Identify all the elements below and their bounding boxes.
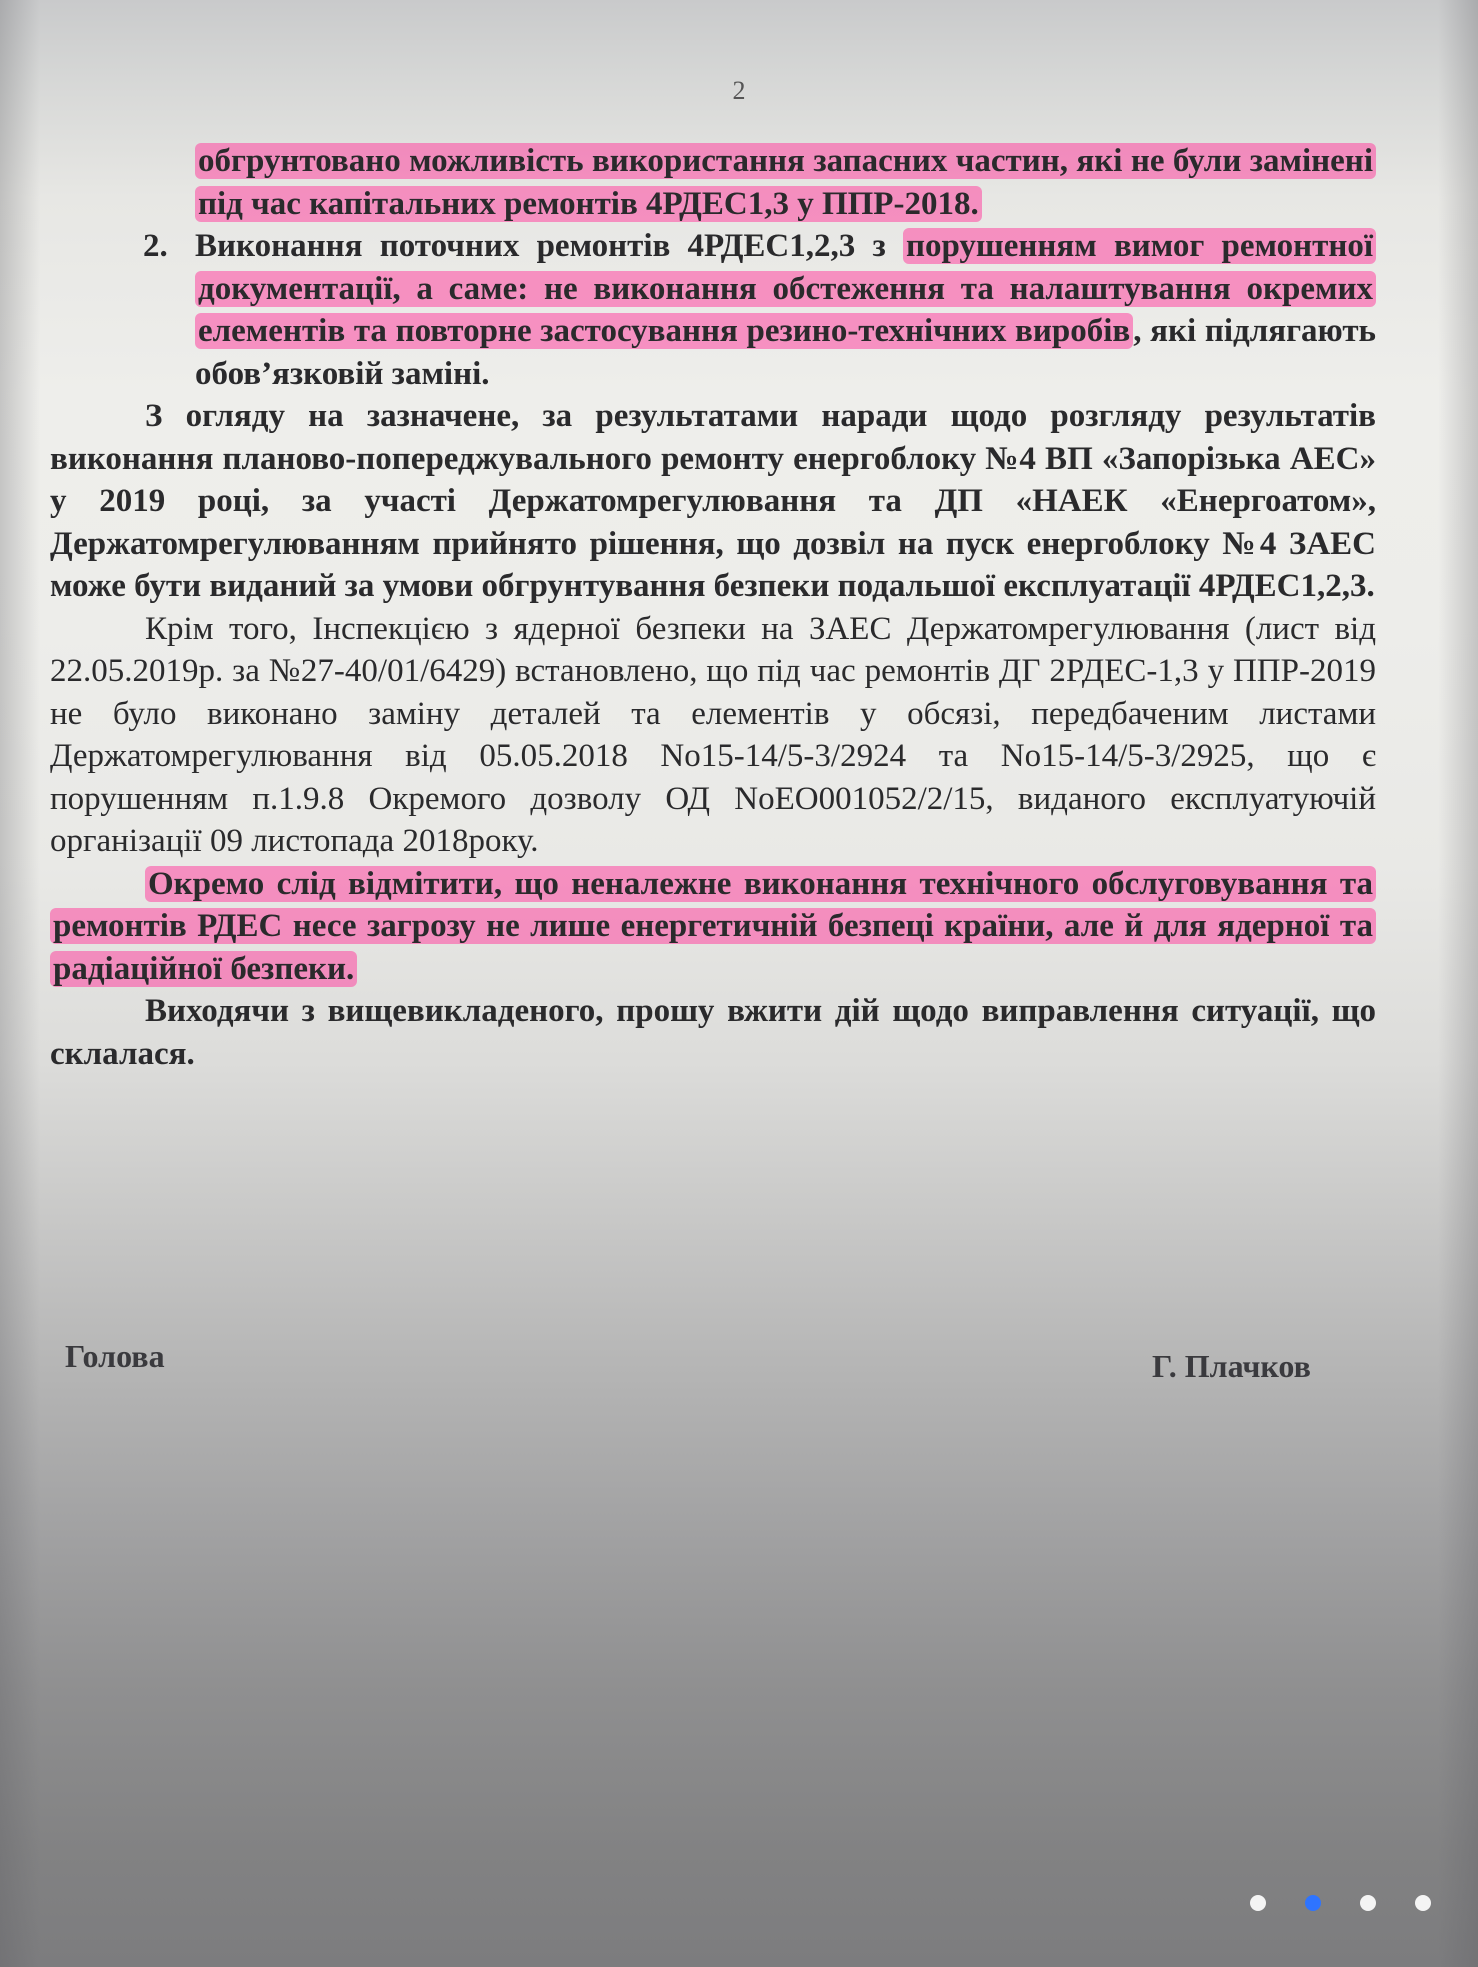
pager-dot-2[interactable]	[1305, 1895, 1321, 1911]
list-item-tail: , які підлягають обов’язковій заміні.	[195, 313, 1376, 392]
paragraph-request: Виходячи з вищевикладеного, прошу вжити дій щодо виправлення ситуації, що склалася.	[50, 993, 1376, 1072]
signatory-name: Г. Плачков	[1152, 1348, 1311, 1384]
document-body	[50, 140, 1376, 1075]
highlighted-text: порушенням вимог ремонтної документації, а саме: не виконання обстеження та налаштування окремих елементів та повторне застосування резино-технічних виробів	[195, 228, 1376, 349]
pager-dot-4[interactable]	[1415, 1895, 1431, 1911]
page-number: 2	[732, 76, 746, 105]
paragraph-inspection: Крім того, Інспекцією з ядерної безпеки на ЗАЕС Держатомрегулювання (лист від 22.05.2019р. за №27-40/01/6429) встановлено, що під час ремонтів ДГ 2РДЕС-1,3 у ППР-2019 не було виконано заміну деталей та елементів у обсязі, передбаченим листами Держатомрегулювання від 05.05.2018 No15-14/5-3/2924 та No15-14/5-3/2925, що є порушенням п.1.9.8 Окремого дозволу ОД NoEO001052/2/15, виданого експлуатуючій організації 09 листопада 2018року.	[50, 610, 1376, 859]
paragraph-risk	[50, 863, 1376, 991]
carousel-pager[interactable]	[1250, 1895, 1450, 1915]
signature-block	[0, 1338, 1478, 1388]
paragraph-decision: З огляду на зазначене, за результатами наради щодо розгляду результатів виконання планово-попереджувального ремонту енергоблоку №4 ВП «Запорізька АЕС» у 2019 році, за участі Держатомрегулювання та ДП «НАЕК «Енергоатом», Держатомрегулюванням прийнято рішення, що дозвіл на пуск енергоблоку №4 ЗАЕС може бути виданий за умови обгрунтування безпеки подальшої експлуатації 4РДЕС1,2,3.	[50, 398, 1376, 604]
pager-dot-3[interactable]	[1360, 1895, 1376, 1911]
highlighted-text: Окремо слід відмітити, що неналежне виконання технічного обслуговування та ремонтів РДЕС несе загрозу не лише енергетичній безпеці країни, але й для ядерної та радіаційної безпеки.	[50, 866, 1376, 987]
continuation-paragraph	[50, 140, 1376, 225]
signatory-title: Голова	[65, 1338, 165, 1374]
list-item-2	[50, 225, 1376, 395]
photo-edge-shadow-right	[1438, 0, 1478, 1967]
list-number: 2.	[143, 228, 168, 264]
highlighted-text: обгрунтовано можливість використання запасних частин, які не були замінені під час капітальних ремонтів 4РДЕС1,3 у ППР-2018.	[195, 143, 1376, 222]
pager-dot-1[interactable]	[1250, 1895, 1266, 1911]
list-item-text: Виконання поточних ремонтів 4РДЕС1,2,3 з	[195, 228, 903, 264]
photo-edge-shadow-left	[0, 0, 40, 1967]
